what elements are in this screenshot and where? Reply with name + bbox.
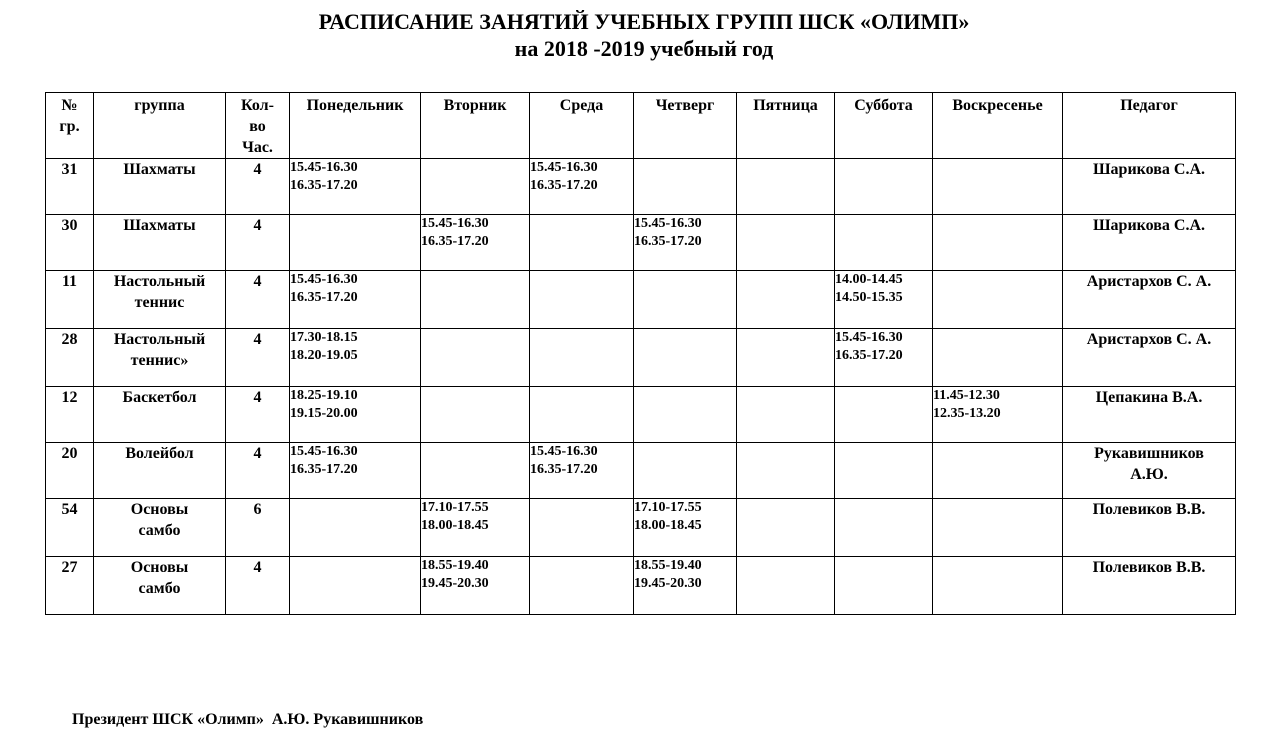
- time-slot: 18.00-18.45: [421, 518, 489, 533]
- time-cell-monday: [290, 387, 421, 443]
- time-cell-sunday: [933, 271, 1063, 329]
- time-cell-wednesday: [530, 159, 634, 215]
- time-slot: 16.35-17.20: [530, 462, 598, 477]
- table-row: [46, 443, 1236, 499]
- header-sunday: Воскресенье: [933, 93, 1063, 159]
- time-cell-tuesday: [421, 443, 530, 499]
- time-slot: 19.15-20.00: [290, 406, 358, 421]
- teacher-cell: [1063, 215, 1236, 271]
- hours-cell: 4: [226, 443, 290, 499]
- group-number-cell: 54: [46, 499, 94, 557]
- time-cell-sunday: [933, 557, 1063, 615]
- group-name-line: Основы: [130, 559, 189, 576]
- group-name-line: теннис: [134, 294, 185, 311]
- time-cell-saturday: [835, 387, 933, 443]
- header-friday: Пятница: [737, 93, 835, 159]
- group-number-cell: 28: [46, 329, 94, 387]
- time-cell-monday: [290, 271, 421, 329]
- time-cell-wednesday: [530, 271, 634, 329]
- time-cell-friday: [737, 443, 835, 499]
- time-slot: 17.10-17.55: [634, 500, 702, 515]
- time-cell-tuesday: [421, 499, 530, 557]
- group-name-line: Баскетбол: [122, 389, 197, 406]
- time-cell-thursday: [634, 499, 737, 557]
- header-tuesday: Вторник: [421, 93, 530, 159]
- time-slot: 15.45-16.30: [290, 272, 358, 287]
- header-number: № гр.: [46, 93, 94, 159]
- hours-cell: 4: [226, 271, 290, 329]
- time-cell-friday: [737, 329, 835, 387]
- hours-cell: 4: [226, 557, 290, 615]
- time-slot: 17.10-17.55: [421, 500, 489, 515]
- header-monday: Понедельник: [290, 93, 421, 159]
- teacher-cell: [1063, 159, 1236, 215]
- group-name-cell: [94, 215, 226, 271]
- time-cell-thursday: [634, 159, 737, 215]
- group-name-line: Настольный: [113, 273, 206, 290]
- time-slot: 15.45-16.30: [835, 330, 903, 345]
- header-wednesday: Среда: [530, 93, 634, 159]
- header-teacher: Педагог: [1063, 93, 1236, 159]
- time-cell-saturday: [835, 443, 933, 499]
- group-name-line: Волейбол: [125, 445, 194, 462]
- time-cell-thursday: [634, 557, 737, 615]
- group-number-cell: 11: [46, 271, 94, 329]
- group-number-cell: 20: [46, 443, 94, 499]
- teacher-cell: [1063, 271, 1236, 329]
- footer-signature: Президент ШСК «Олимп» А.Ю. Рукавишников: [72, 711, 424, 728]
- table-row: [46, 387, 1236, 443]
- hours-cell: 4: [226, 387, 290, 443]
- group-name-line: Шахматы: [123, 161, 196, 178]
- group-name-cell: [94, 159, 226, 215]
- teacher-name-line: А.Ю.: [1130, 466, 1168, 483]
- table-row: [46, 159, 1236, 215]
- time-slot: 15.45-16.30: [290, 160, 358, 175]
- time-cell-monday: [290, 557, 421, 615]
- time-cell-saturday: [835, 215, 933, 271]
- header-hours: Кол- во Час.: [226, 93, 290, 159]
- group-name-cell: [94, 271, 226, 329]
- group-name-cell: [94, 443, 226, 499]
- time-slot: 16.35-17.20: [290, 178, 358, 193]
- time-cell-monday: [290, 443, 421, 499]
- time-cell-monday: [290, 329, 421, 387]
- time-cell-friday: [737, 215, 835, 271]
- table-row: [46, 215, 1236, 271]
- header-row: [46, 93, 1236, 159]
- time-slot: 19.45-20.30: [634, 576, 702, 591]
- time-cell-friday: [737, 557, 835, 615]
- schedule-table: [45, 92, 1236, 615]
- time-slot: 18.25-19.10: [290, 388, 358, 403]
- time-cell-saturday: [835, 557, 933, 615]
- group-number-cell: 27: [46, 557, 94, 615]
- time-cell-monday: [290, 215, 421, 271]
- time-cell-thursday: [634, 329, 737, 387]
- time-slot: 14.00-14.45: [835, 272, 903, 287]
- teacher-name-line: Шарикова С.А.: [1092, 161, 1206, 178]
- teacher-cell: [1063, 499, 1236, 557]
- time-cell-wednesday: [530, 499, 634, 557]
- teacher-name-line: Рукавишников: [1094, 445, 1204, 462]
- group-name-cell: [94, 387, 226, 443]
- time-cell-tuesday: [421, 387, 530, 443]
- time-slot: 16.35-17.20: [835, 348, 903, 363]
- time-slot: 17.30-18.15: [290, 330, 358, 345]
- header-group: группа: [94, 93, 226, 159]
- group-name-line: Шахматы: [123, 217, 196, 234]
- time-cell-saturday: [835, 159, 933, 215]
- time-slot: 15.45-16.30: [290, 444, 358, 459]
- time-slot: 16.35-17.20: [290, 290, 358, 305]
- time-cell-wednesday: [530, 215, 634, 271]
- time-cell-monday: [290, 159, 421, 215]
- group-name-cell: [94, 329, 226, 387]
- teacher-cell: [1063, 443, 1236, 499]
- hours-cell: 4: [226, 159, 290, 215]
- table-row: [46, 499, 1236, 557]
- hours-cell: 4: [226, 215, 290, 271]
- time-cell-friday: [737, 499, 835, 557]
- teacher-cell: [1063, 557, 1236, 615]
- time-cell-thursday: [634, 387, 737, 443]
- time-cell-friday: [737, 387, 835, 443]
- teacher-cell: [1063, 387, 1236, 443]
- group-name-line: самбо: [138, 522, 181, 539]
- table-row: [46, 557, 1236, 615]
- title-line-1: РАСПИСАНИЕ ЗАНЯТИЙ УЧЕБНЫХ ГРУПП ШСК «ОЛИМП»: [318, 9, 970, 34]
- time-cell-wednesday: [530, 443, 634, 499]
- table-row: [46, 329, 1236, 387]
- time-slot: 16.35-17.20: [290, 462, 358, 477]
- table-row: [46, 271, 1236, 329]
- hours-cell: 6: [226, 499, 290, 557]
- time-slot: 16.35-17.20: [421, 234, 489, 249]
- time-cell-tuesday: [421, 159, 530, 215]
- group-name-line: теннис»: [130, 352, 189, 369]
- time-cell-tuesday: [421, 215, 530, 271]
- teacher-name-line: Цепакина В.А.: [1095, 389, 1203, 406]
- header-thursday: Четверг: [634, 93, 737, 159]
- time-cell-wednesday: [530, 329, 634, 387]
- teacher-name-line: Полевиков В.В.: [1092, 501, 1206, 518]
- teacher-name-line: Полевиков В.В.: [1092, 559, 1206, 576]
- time-cell-tuesday: [421, 329, 530, 387]
- group-number-cell: 31: [46, 159, 94, 215]
- group-name-line: самбо: [138, 580, 181, 597]
- time-slot: 18.00-18.45: [634, 518, 702, 533]
- time-cell-wednesday: [530, 387, 634, 443]
- time-cell-sunday: [933, 387, 1063, 443]
- time-cell-saturday: [835, 499, 933, 557]
- teacher-cell: [1063, 329, 1236, 387]
- time-slot: 18.55-19.40: [634, 558, 702, 573]
- hours-cell: 4: [226, 329, 290, 387]
- time-cell-friday: [737, 271, 835, 329]
- time-slot: 16.35-17.20: [530, 178, 598, 193]
- time-cell-sunday: [933, 329, 1063, 387]
- time-slot: 15.45-16.30: [530, 160, 598, 175]
- time-cell-saturday: [835, 329, 933, 387]
- time-slot: 14.50-15.35: [835, 290, 903, 305]
- time-cell-friday: [737, 159, 835, 215]
- header-saturday: Суббота: [835, 93, 933, 159]
- time-slot: 18.20-19.05: [290, 348, 358, 363]
- teacher-name-line: Шарикова С.А.: [1092, 217, 1206, 234]
- time-cell-tuesday: [421, 557, 530, 615]
- group-number-cell: 30: [46, 215, 94, 271]
- time-slot: 15.45-16.30: [421, 216, 489, 231]
- group-name-line: Настольный: [113, 331, 206, 348]
- time-cell-thursday: [634, 271, 737, 329]
- time-slot: 11.45-12.30: [933, 388, 1000, 403]
- time-cell-monday: [290, 499, 421, 557]
- time-cell-sunday: [933, 443, 1063, 499]
- time-slot: 18.55-19.40: [421, 558, 489, 573]
- time-cell-tuesday: [421, 271, 530, 329]
- title-line-2: на 2018 -2019 учебный год: [514, 36, 774, 61]
- time-slot: 15.45-16.30: [530, 444, 598, 459]
- time-cell-sunday: [933, 215, 1063, 271]
- group-name-line: Основы: [130, 501, 189, 518]
- group-name-cell: [94, 499, 226, 557]
- time-cell-thursday: [634, 215, 737, 271]
- document-title: [0, 8, 1280, 62]
- time-cell-wednesday: [530, 557, 634, 615]
- group-name-cell: [94, 557, 226, 615]
- time-cell-sunday: [933, 499, 1063, 557]
- time-slot: 19.45-20.30: [421, 576, 489, 591]
- time-cell-saturday: [835, 271, 933, 329]
- teacher-name-line: Аристархов С. А.: [1086, 331, 1212, 348]
- time-slot: 12.35-13.20: [933, 406, 1001, 421]
- teacher-name-line: Аристархов С. А.: [1086, 273, 1212, 290]
- group-number-cell: 12: [46, 387, 94, 443]
- time-slot: 16.35-17.20: [634, 234, 702, 249]
- time-slot: 15.45-16.30: [634, 216, 702, 231]
- time-cell-thursday: [634, 443, 737, 499]
- time-cell-sunday: [933, 159, 1063, 215]
